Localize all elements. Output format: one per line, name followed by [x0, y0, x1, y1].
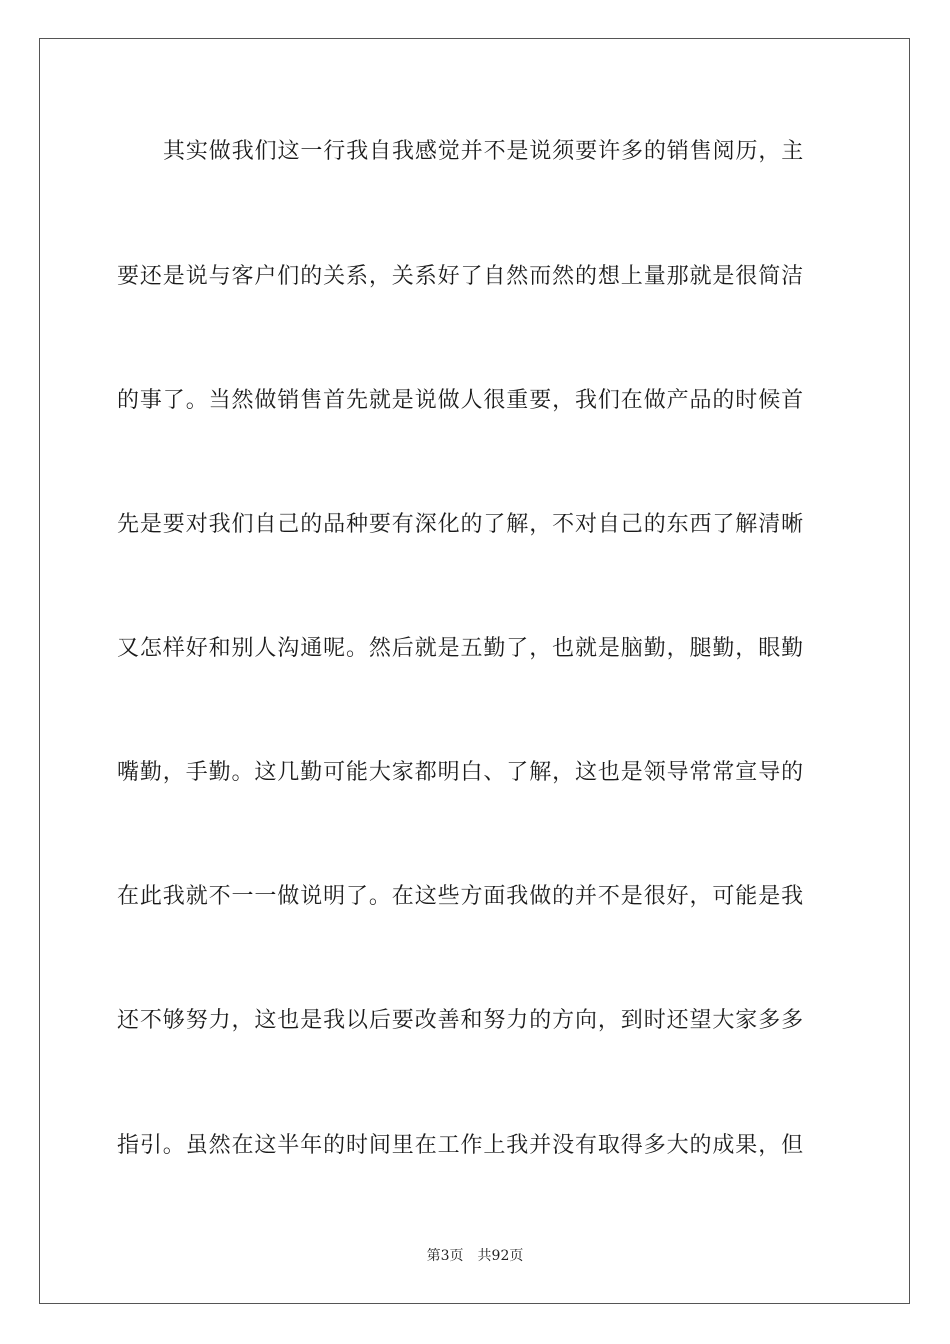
body-text-line-3: 的事了。当然做销售首先就是说做人很重要，我们在做产品的时候首: [117, 388, 805, 413]
body-text-line-6: 嘴勤，手勤。这几勤可能大家都明白、了解，这也是领导常常宣导的: [117, 760, 805, 785]
body-text-line-5: 又怎样好和别人沟通呢。然后就是五勤了，也就是脑勤，腿勤，眼勤: [117, 636, 805, 661]
body-text-line-1: 其实做我们这一行我自我感觉并不是说须要许多的销售阅历，主: [163, 139, 805, 164]
body-text-line-4: 先是要对我们自己的品种要有深化的了解，不对自己的东西了解清晰: [117, 512, 805, 537]
page-footer: [0, 1246, 950, 1266]
body-text-line-2: 要还是说与客户们的关系，关系好了自然而然的想上量那就是很简洁: [117, 264, 805, 289]
body-text-line-7: 在此我就不一一做说明了。在这些方面我做的并不是很好，可能是我: [117, 884, 805, 909]
page-number: 第3页: [426, 1248, 464, 1264]
page-border: [39, 38, 910, 1304]
body-text-line-9: 指引。虽然在这半年的时间里在工作上我并没有取得多大的成果，但: [117, 1133, 805, 1158]
body-text-line-8: 还不够努力，这也是我以后要改善和努力的方向，到时还望大家多多: [117, 1008, 805, 1033]
page-total: 共92页: [477, 1248, 524, 1264]
